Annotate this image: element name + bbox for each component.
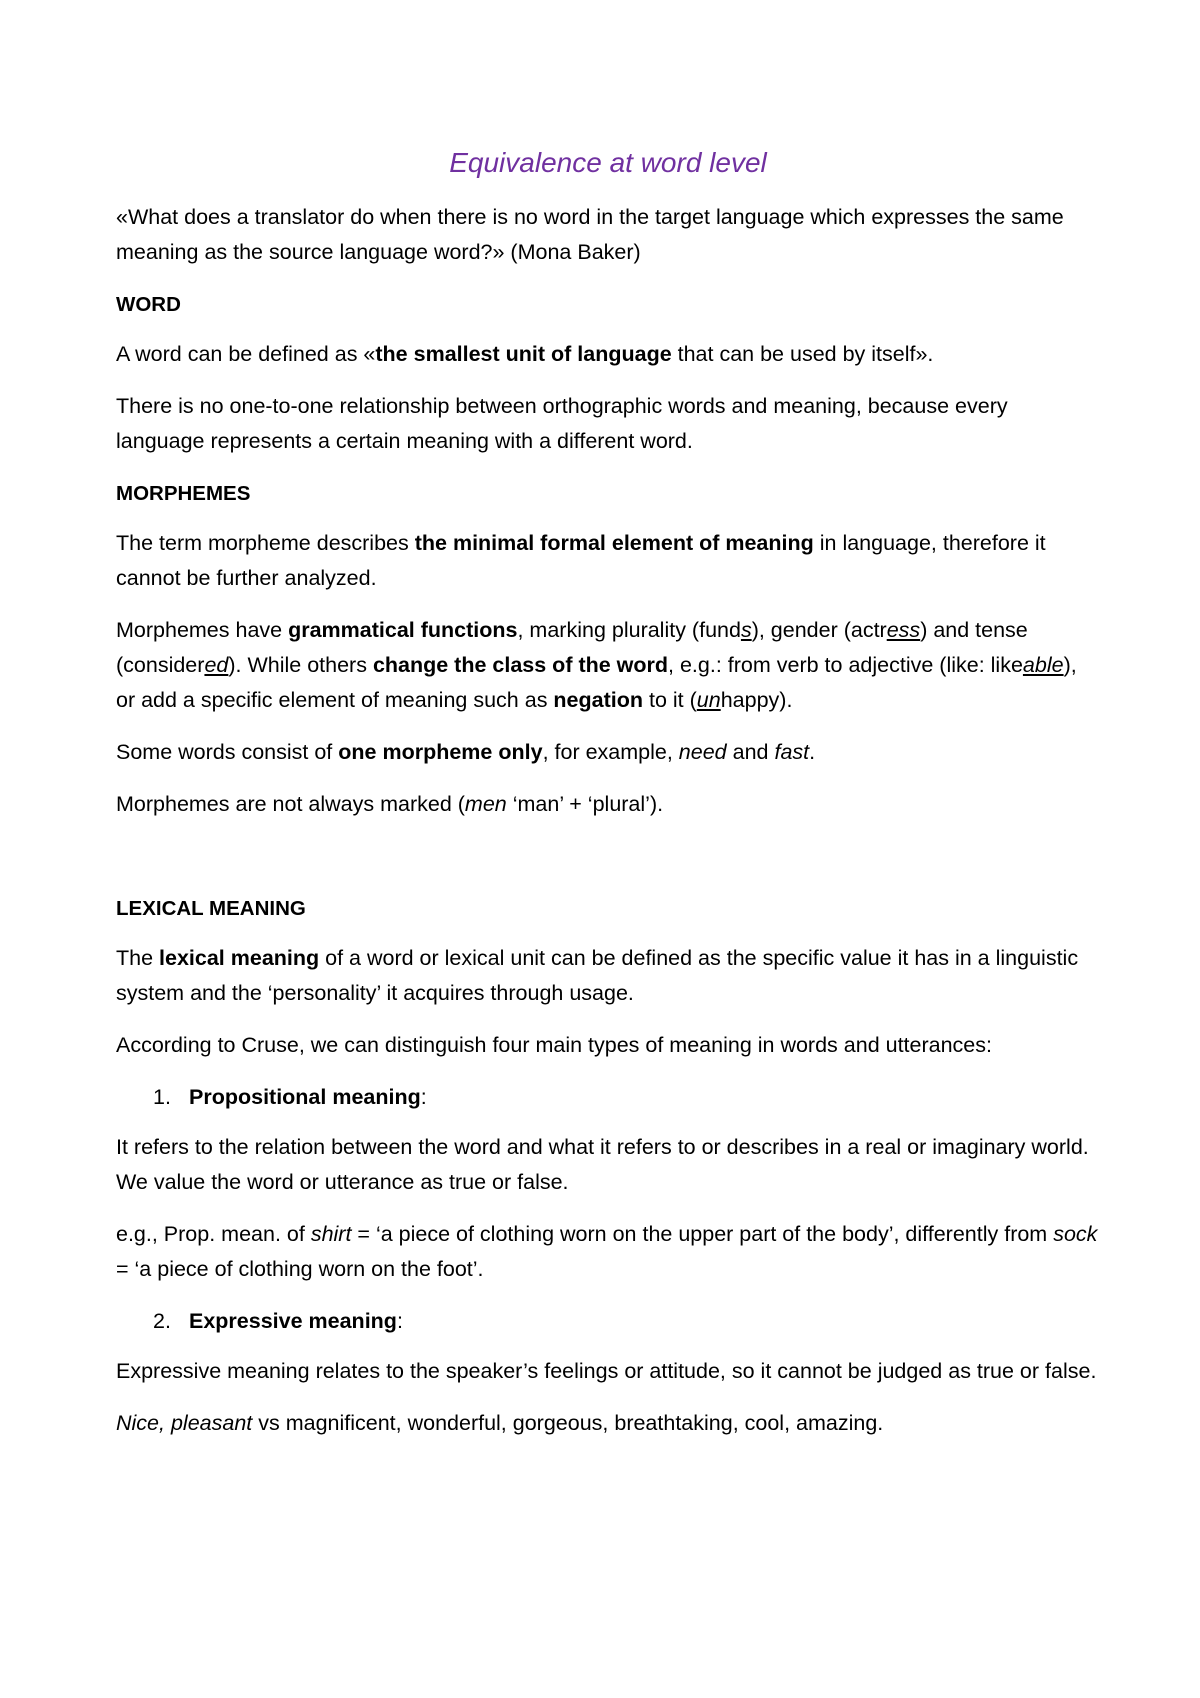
propositional-example: e.g., Prop. mean. of shirt = ‘a piece of clothing worn on the upper part of the body’, differently from sock = ‘a piece of clothing worn on the foot’. [116, 1222, 1098, 1281]
expressive-example: Nice, pleasant vs magnificent, wonderful, gorgeous, breathtaking, cool, amazing. [116, 1411, 884, 1435]
no-one-to-one-paragraph: There is no one-to-one relationship between orthographic words and meaning, because every language represents a certain meaning with a different word. [116, 394, 1008, 453]
list-item-expressive: 2. Expressive meaning: [153, 1309, 403, 1333]
one-morpheme-paragraph: Some words consist of one morpheme only, for example, need and fast. [116, 740, 816, 764]
blank-line [116, 839, 1100, 891]
baker-quote: «What does a translator do when there is no word in the target language which expresses the same meaning as the source language word?» (Mona Baker) [116, 205, 1064, 264]
word-definition: A word can be defined as «the smallest unit of language that can be used by itself». [116, 342, 934, 366]
not-marked-paragraph: Morphemes are not always marked (men ‘man’ + ‘plural’). [116, 792, 664, 816]
lexical-definition: The lexical meaning of a word or lexical unit can be defined as the specific value it has in a linguistic system and the ‘personality’ it acquires through usage. [116, 946, 1079, 1005]
cruse-paragraph: According to Cruse, we can distinguish four main types of meaning in words and utterances: [116, 1033, 992, 1057]
propositional-description: It refers to the relation between the word and what it refers to or describes in a real or imaginary world. We value the word or utterance as true or false. [116, 1135, 1089, 1194]
document-title: Equivalence at word level [449, 147, 767, 178]
word-heading: WORD [116, 293, 181, 316]
expressive-description: Expressive meaning relates to the speaker’s feelings or attitude, so it cannot be judged as true or false. [116, 1359, 1097, 1383]
morpheme-definition: The term morpheme describes the minimal formal element of meaning in language, therefore it cannot be further analyzed. [116, 531, 1046, 590]
morpheme-functions: Morphemes have grammatical functions, marking plurality (funds), gender (actress) and tense (considered). While others change the class of the word, e.g.: from verb to adjective (like: likeable), or add a specific element of meaning such as negation to it (unhappy). [116, 618, 1077, 712]
morphemes-heading: MORPHEMES [116, 482, 251, 505]
list-item-propositional: 1. Propositional meaning: [153, 1085, 427, 1109]
lexical-meaning-heading: LEXICAL MEANING [116, 897, 306, 920]
